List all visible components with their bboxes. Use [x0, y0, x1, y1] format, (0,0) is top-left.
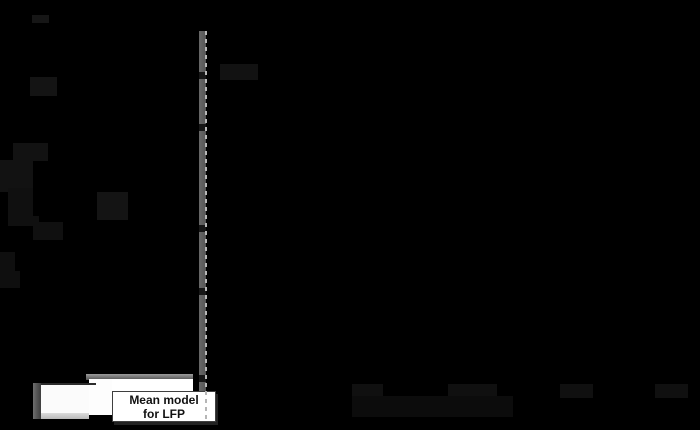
mean-model-label-line2: for LFP: [143, 407, 185, 421]
small-box-side-face: [33, 383, 41, 419]
faint-block: [13, 143, 48, 161]
faint-block: [97, 192, 128, 220]
faint-block: [32, 15, 49, 23]
small-box-front-face: [41, 385, 89, 413]
faint-block: [220, 64, 258, 80]
faint-block: [655, 384, 688, 398]
faint-block: [33, 222, 63, 240]
mean-model-label-box: [112, 391, 216, 422]
faint-block: [0, 271, 20, 288]
mean-model-label-line1: Mean model: [129, 393, 199, 407]
faint-block: [8, 188, 33, 218]
faint-block: [352, 396, 513, 417]
small-box-bottom-edge: [41, 413, 89, 419]
dashed-electrode-axis-line: [205, 31, 207, 420]
faint-block: [0, 252, 15, 272]
faint-block: [30, 77, 57, 96]
faint-block: [560, 384, 593, 398]
